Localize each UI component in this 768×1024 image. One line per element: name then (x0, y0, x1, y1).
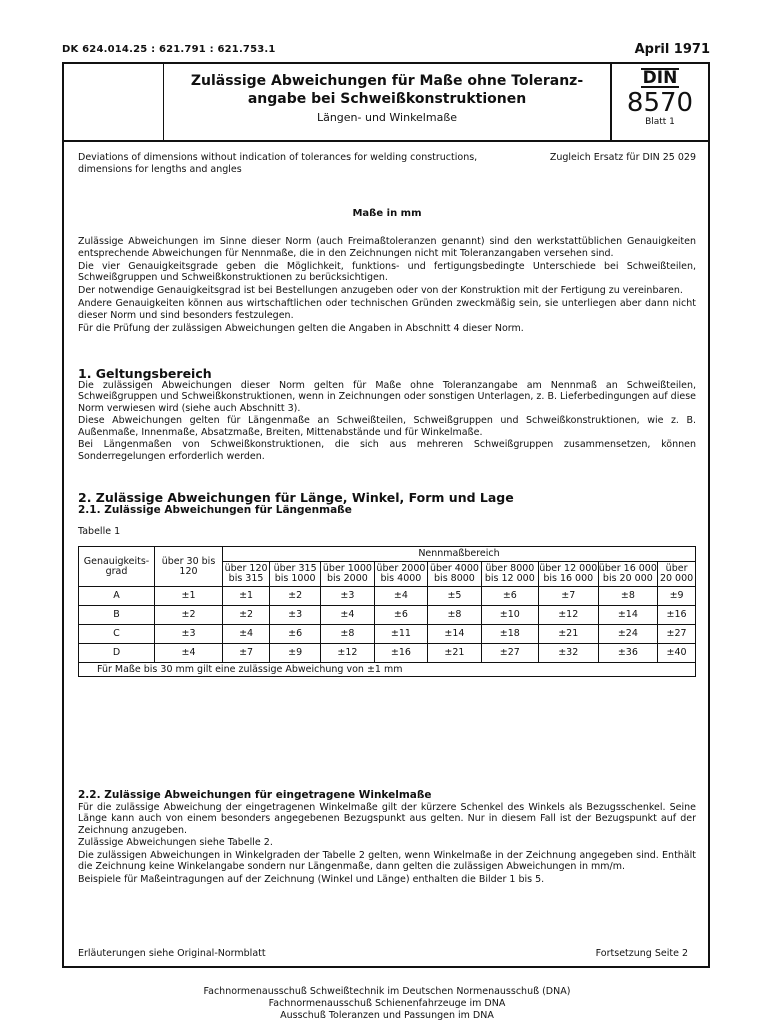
value-cell: ±1 (155, 587, 223, 606)
header-range: über 2000 bis 4000 (374, 562, 428, 587)
intro-paragraph: Für die Prüfung der zulässigen Abweichungen gelten die Angaben in Abschnitt 4 dieser Norm. (78, 322, 524, 334)
value-cell: ±4 (321, 606, 375, 625)
issue-date: April 1971 (634, 42, 710, 57)
intro-paragraph: Der notwendige Genauigkeitsgrad ist bei Bestellungen anzugeben oder von der Konstruktion mit der Fertigung zu vereinbaren. (78, 285, 683, 296)
grade-cell: B (79, 606, 155, 625)
continuation-note: Fortsetzung Seite 2 (595, 948, 688, 959)
header-range: über 4000 bis 8000 (428, 562, 482, 587)
dk-classification: DK 624.014.25 : 621.791 : 621.753.1 (62, 44, 276, 55)
value-cell: ±11 (374, 625, 428, 644)
header-range: über 20 000 (658, 562, 696, 587)
value-cell: ±9 (270, 644, 321, 663)
section-2-1-heading: 2.1. Zulässige Abweichungen für Längenmaße (78, 504, 352, 516)
header-range: über 16 000 bis 20 000 (598, 562, 658, 587)
section-2-2-paragraph: Beispiele für Maßeintragungen auf der Zeichnung (Winkel und Länge) enthalten die Bilder 1 bis 5. (78, 873, 545, 885)
table-row (79, 644, 696, 663)
value-cell: ±36 (598, 644, 658, 663)
value-cell: ±3 (321, 587, 375, 606)
intro-paragraph: Andere Genauigkeiten können aus wirtschaftlichen oder technischen Gründen zweckmäßig sein, sie unterliegen aber dann nicht dieser Norm und sind besonders festzulegen. (78, 298, 696, 321)
header-range: über 1000 bis 2000 (321, 562, 375, 587)
intro-paragraph: Zulässige Abweichungen im Sinne dieser Norm (auch Freimaßtoleranzen genannt) sind den werkstattüblichen Genauigkeiten entsprechende Abweichungen für Nennmaße, die in den Zeichnungen nicht mit Toleranzangaben versehen sind. (78, 236, 696, 259)
introduction (78, 236, 696, 336)
title-block-left (64, 64, 164, 140)
explanations-note: Erläuterungen siehe Original-Normblatt (78, 948, 266, 959)
value-cell: ±32 (538, 644, 598, 663)
value-cell: ±6 (481, 587, 538, 606)
value-cell: ±16 (374, 644, 428, 663)
table-row (79, 587, 696, 606)
title-line-1: Zulässige Abweichungen für Maße ohne Toleranz- (190, 73, 584, 89)
header-nennmass: Nennmaßbereich (223, 547, 696, 562)
value-cell: ±21 (428, 644, 482, 663)
value-cell: ±5 (428, 587, 482, 606)
intro-paragraph: Die vier Genauigkeitsgrade geben die Möglichkeit, funktions- und fertigungsbedingte Unterschiede bei Schweißteilen, Schweißgruppen und Schweißkonstruktionen zu berücksichtigen. (78, 260, 696, 283)
header-range: über 315 bis 1000 (270, 562, 321, 587)
value-cell: ±8 (321, 625, 375, 644)
section-2-2-paragraph: Für die zulässige Abweichung der eingetragenen Winkelmaße gilt der kürzere Schenkel des Winkels als Bezugsschenkel. Seine Länge kann auch von einem besonders angegebenen Bezugspunkt aus gelten. Nur in diesem Fall ist der Bezugspunkt auf der Zeichnung anzugeben. (78, 801, 696, 836)
value-cell: ±2 (155, 606, 223, 625)
units-note: Maße in mm (352, 208, 422, 219)
title-block (64, 64, 708, 142)
value-cell: ±12 (321, 644, 375, 663)
section-1-paragraph: Die zulässigen Abweichungen dieser Norm gelten für Maße ohne Toleranzangabe am Nennmaß an Schweißteilen, Schweißgruppen und Schweißkonstruktionen, wenn in Zeichnungen oder sonstigen Unterlagen, z. B. Lieferbedingungen auf diese Norm verwiesen wird (siehe auch Abschnitt 3). (78, 379, 696, 414)
grade-cell: D (79, 644, 155, 663)
committee-credits (78, 986, 696, 1022)
value-cell: ±7 (538, 587, 598, 606)
section-2-2 (78, 790, 696, 886)
page-frame (62, 62, 710, 1021)
value-cell: ±2 (223, 606, 270, 625)
value-cell: ±18 (481, 625, 538, 644)
table-footnote: Für Maße bis 30 mm gilt eine zulässige Abweichung von ±1 mm (79, 663, 696, 677)
value-cell: ±4 (374, 587, 428, 606)
value-cell: ±8 (428, 606, 482, 625)
din-number: 8570 (626, 88, 694, 118)
section-1-paragraph: Bei Längenmaßen von Schweißkonstruktionen, die sich aus mehreren Schweißgruppen zusammensetzen, können Sonderregelungen erforderlich werden. (78, 439, 696, 462)
value-cell: ±6 (374, 606, 428, 625)
value-cell: ±1 (223, 587, 270, 606)
title-block-center (164, 64, 610, 140)
value-cell: ±21 (538, 625, 598, 644)
value-cell: ±27 (481, 644, 538, 663)
value-cell: ±4 (155, 644, 223, 663)
value-cell: ±9 (658, 587, 696, 606)
header-range: über 12 000 bis 16 000 (538, 562, 598, 587)
din-block (610, 64, 708, 140)
header-range: über 8000 bis 12 000 (481, 562, 538, 587)
table-footnote-row (79, 663, 696, 677)
replacement-note: Zugleich Ersatz für DIN 25 029 (549, 152, 696, 163)
value-cell: ±27 (658, 625, 696, 644)
value-cell: ±12 (538, 606, 598, 625)
value-cell: ±4 (223, 625, 270, 644)
value-cell: ±14 (428, 625, 482, 644)
value-cell: ±2 (270, 587, 321, 606)
header-range-first: über 30 bis 120 (155, 547, 223, 587)
value-cell: ±6 (270, 625, 321, 644)
credit-line: Ausschuß Toleranzen und Passungen im DNA (280, 1010, 494, 1021)
table-row (79, 606, 696, 625)
english-title: Deviations of dimensions without indication of tolerances for welding constructions, dimensions for lengths and angles (78, 152, 478, 175)
table-label: Tabelle 1 (78, 526, 121, 537)
top-line (62, 44, 710, 60)
credit-line: Fachnormenausschuß Schienenfahrzeuge im DNA (268, 998, 506, 1009)
section-2-heading: 2. Zulässige Abweichungen für Länge, Winkel, Form und Lage (78, 490, 514, 505)
table-row (79, 625, 696, 644)
credit-line: Fachnormenausschuß Schweißtechnik im Deutschen Normenausschuß (DNA) (203, 986, 571, 997)
sheet-number: Blatt 1 (645, 117, 675, 127)
section-2 (78, 492, 696, 538)
value-cell: ±3 (270, 606, 321, 625)
grade-cell: C (79, 625, 155, 644)
header-grade: Genauigkeits-grad (79, 547, 155, 587)
section-2-2-paragraph: Die zulässigen Abweichungen in Winkelgraden der Tabelle 2 gelten, wenn Winkelmaße in der Zeichnung angegeben sind. Enthält die Zeichnung keine Winkelangabe sondern nur Längenmaße, dann gelten die zulässigen Abweichungen in mm/m. (78, 849, 696, 872)
value-cell: ±24 (598, 625, 658, 644)
value-cell: ±14 (598, 606, 658, 625)
header-range: über 120 bis 315 (223, 562, 270, 587)
value-cell: ±16 (658, 606, 696, 625)
section-1-paragraph: Diese Abweichungen gelten für Längenmaße an Schweißteilen, Schweißgruppen und Schweißkonstruktionen, wie z. B. Außenmaße, Innenmaße, Absatzmaße, Breiten, Mittenabstände und für Winkelmaße. (78, 415, 696, 438)
value-cell: ±10 (481, 606, 538, 625)
grade-cell: A (79, 587, 155, 606)
din-logo: DIN (642, 68, 678, 88)
section-2-2-paragraph: Zulässige Abweichungen siehe Tabelle 2. (78, 837, 273, 848)
value-cell: ±40 (658, 644, 696, 663)
value-cell: ±8 (598, 587, 658, 606)
section-1 (78, 368, 696, 463)
section-1-heading: 1. Geltungsbereich (78, 366, 212, 381)
section-2-2-heading: 2.2. Zulässige Abweichungen für eingetragene Winkelmaße (78, 789, 432, 801)
value-cell: ±3 (155, 625, 223, 644)
title-subtitle: Längen- und Winkelmaße (316, 111, 458, 124)
value-cell: ±7 (223, 644, 270, 663)
title-line-2: angabe bei Schweißkonstruktionen (247, 91, 527, 107)
tolerance-table (78, 546, 696, 677)
